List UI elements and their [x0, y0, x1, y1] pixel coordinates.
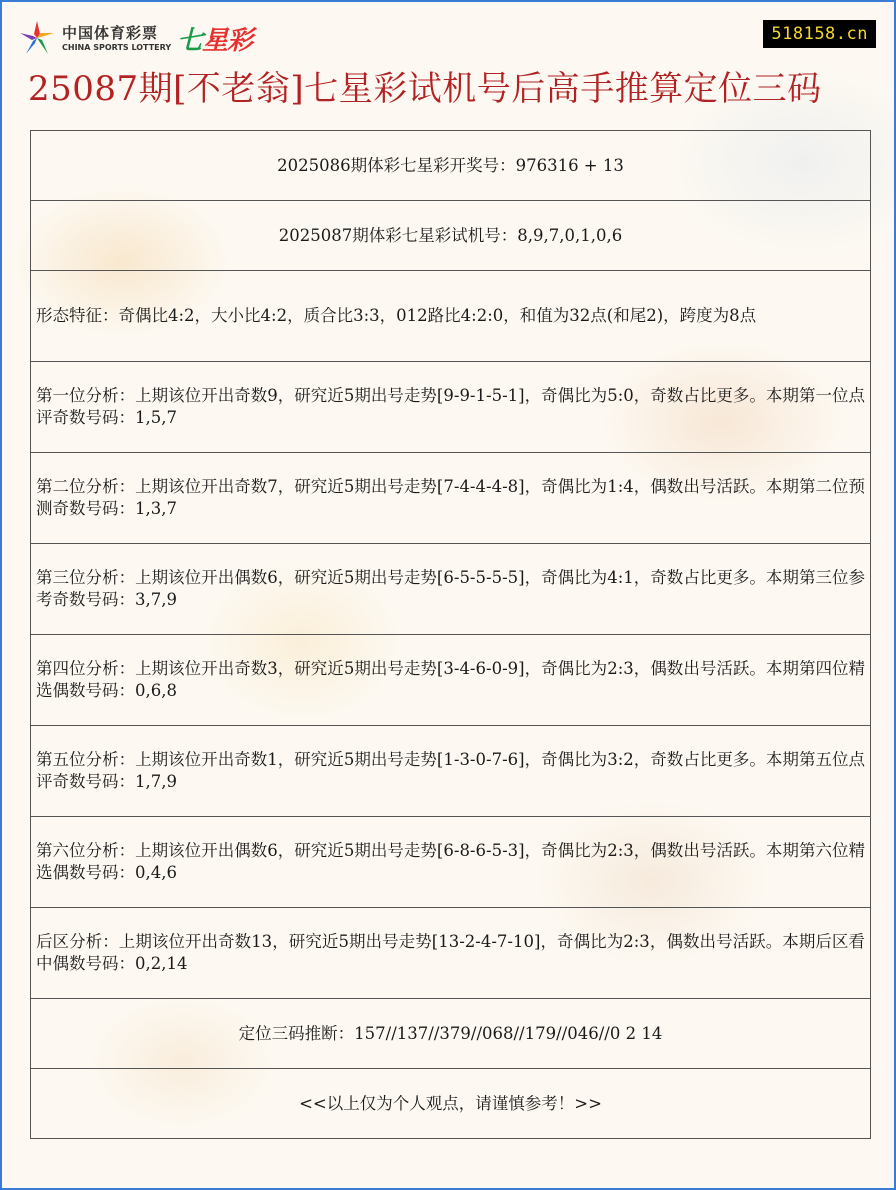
back-zone-analysis-row: 后区分析：上期该位开出奇数13，研究近5期出号走势[13-2-4-7-10]，奇偶比为2:3，偶数出号活跃。本期后区看中偶数号码：0,2,14: [31, 908, 870, 999]
position-5-analysis-row: 第五位分析：上期该位开出奇数1，研究近5期出号走势[1-3-0-7-6]，奇偶比为3:2，奇数占比更多。本期第五位点评奇数号码：1,7,9: [31, 726, 870, 817]
qixingcai-logo: 七星彩: [177, 25, 253, 56]
shape-feature-row: 形态特征：奇偶比4:2，大小比4:2，质合比3:3，012路比4:2:0，和值为32点(和尾2)，跨度为8点: [31, 271, 870, 362]
draw-result-row: 2025086期体彩七星彩开奖号：976316 + 13: [31, 131, 870, 201]
position-3-analysis-row: 第三位分析：上期该位开出偶数6，研究近5期出号走势[6-5-5-5-5]，奇偶比为4:1，奇数占比更多。本期第三位参考奇数号码：3,7,9: [31, 544, 870, 635]
header: [0, 0, 896, 130]
position-1-analysis-row: 第一位分析：上期该位开出奇数9，研究近5期出号走势[9-9-1-5-1]，奇偶比为5:0，奇数占比更多。本期第一位点评奇数号码：1,5,7: [31, 362, 870, 453]
logo-en-text: CHINA SPORTS LOTTERY: [62, 42, 172, 52]
analysis-table: [30, 130, 871, 1139]
position-6-analysis-row: 第六位分析：上期该位开出偶数6，研究近5期出号走势[6-8-6-5-3]，奇偶比为2:3，偶数出号活跃。本期第六位精选偶数号码：0,4,6: [31, 817, 870, 908]
page-title: 25087期[不老翁]七星彩试机号后高手推算定位三码: [28, 69, 822, 109]
site-badge[interactable]: 518158.cn: [763, 20, 876, 48]
test-number-row: 2025087期体彩七星彩试机号：8,9,7,0,1,0,6: [31, 201, 870, 271]
position-2-analysis-row: 第二位分析：上期该位开出奇数7，研究近5期出号走势[7-4-4-4-8]，奇偶比为1:4，偶数出号活跃。本期第二位预测奇数号码：1,3,7: [31, 453, 870, 544]
disclaimer-row: <<以上仅为个人观点，请谨慎参考！>>: [31, 1069, 870, 1139]
position-4-analysis-row: 第四位分析：上期该位开出奇数3，研究近5期出号走势[3-4-6-0-9]，奇偶比为2:3，偶数出号活跃。本期第四位精选偶数号码：0,6,8: [31, 635, 870, 726]
china-sports-lottery-logo: [18, 18, 252, 58]
logo-cn-text: 中国体育彩票: [62, 23, 159, 42]
positioning-three-code-row: 定位三码推断：157//137//379//068//179//046//0 2 14: [31, 999, 870, 1069]
lottery-star-icon: [18, 19, 56, 57]
